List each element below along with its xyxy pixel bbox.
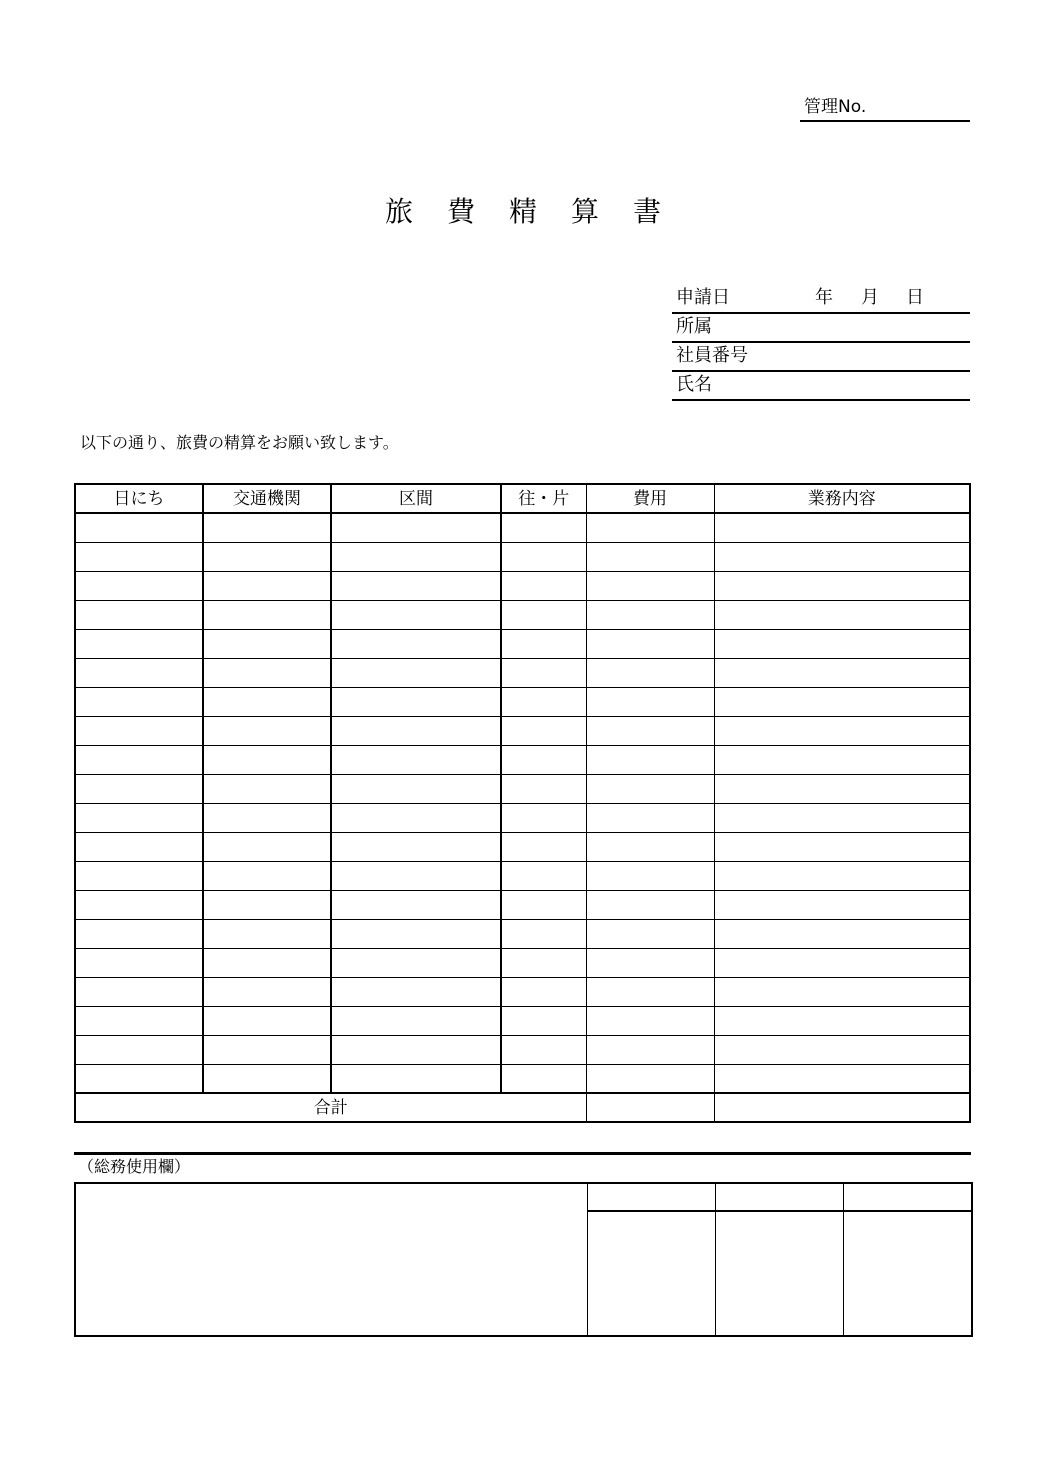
date-cell[interactable]	[75, 571, 203, 600]
table-row	[75, 542, 970, 571]
round-trip-cell[interactable]	[501, 1035, 586, 1064]
cost-cell[interactable]	[586, 1064, 714, 1093]
section-cell[interactable]	[331, 716, 501, 745]
cost-cell[interactable]	[586, 1006, 714, 1035]
transport-cell[interactable]	[203, 745, 331, 774]
transport-cell[interactable]	[203, 687, 331, 716]
section-cell[interactable]	[331, 890, 501, 919]
cost-cell[interactable]	[586, 861, 714, 890]
general-affairs-table	[74, 1182, 973, 1337]
intro-text: 以下の通り、旅費の精算をお願い致します。	[80, 433, 399, 452]
transport-cell[interactable]	[203, 571, 331, 600]
header-date: 日にち	[75, 484, 203, 513]
transport-cell[interactable]	[203, 1064, 331, 1093]
general-affairs-label: （総務使用欄）	[78, 1157, 191, 1176]
transport-cell[interactable]	[203, 803, 331, 832]
round-trip-cell[interactable]	[501, 716, 586, 745]
section-cell[interactable]	[331, 571, 501, 600]
business-cell[interactable]	[714, 948, 970, 977]
general-affairs-notes-cell[interactable]	[75, 1183, 587, 1336]
round-trip-cell[interactable]	[501, 571, 586, 600]
business-cell[interactable]	[714, 513, 970, 542]
date-cell[interactable]	[75, 1035, 203, 1064]
business-cell[interactable]	[714, 919, 970, 948]
cost-cell[interactable]	[586, 629, 714, 658]
section-cell[interactable]	[331, 803, 501, 832]
total-label: 合計	[75, 1093, 586, 1122]
date-cell[interactable]	[75, 861, 203, 890]
transport-cell[interactable]	[203, 832, 331, 861]
table-row	[75, 716, 970, 745]
date-cell[interactable]	[75, 687, 203, 716]
round-trip-cell[interactable]	[501, 745, 586, 774]
section-cell[interactable]	[331, 658, 501, 687]
section-cell[interactable]	[331, 629, 501, 658]
business-cell[interactable]	[714, 803, 970, 832]
application-date-label: 申請日	[676, 287, 730, 308]
header-section: 区間	[331, 484, 501, 513]
section-cell[interactable]	[331, 977, 501, 1006]
date-cell[interactable]	[75, 774, 203, 803]
date-cell[interactable]	[75, 542, 203, 571]
round-trip-cell[interactable]	[501, 629, 586, 658]
round-trip-cell[interactable]	[501, 890, 586, 919]
cost-cell[interactable]	[586, 513, 714, 542]
transport-cell[interactable]	[203, 861, 331, 890]
round-trip-cell[interactable]	[501, 774, 586, 803]
table-row	[75, 600, 970, 629]
section-cell[interactable]	[331, 687, 501, 716]
table-row	[75, 658, 970, 687]
employee-number-field[interactable]	[672, 343, 970, 372]
section-cell[interactable]	[331, 600, 501, 629]
table-row	[75, 774, 970, 803]
cost-cell[interactable]	[586, 542, 714, 571]
business-cell[interactable]	[714, 600, 970, 629]
day-label: 日	[906, 287, 924, 308]
section-cell[interactable]	[331, 542, 501, 571]
business-cell[interactable]	[714, 774, 970, 803]
transport-cell[interactable]	[203, 890, 331, 919]
table-row	[75, 687, 970, 716]
application-date-field[interactable]	[672, 285, 970, 314]
stamp-header-cell[interactable]	[843, 1183, 972, 1211]
transport-cell[interactable]	[203, 658, 331, 687]
year-label: 年	[815, 287, 833, 308]
transport-cell[interactable]	[203, 1006, 331, 1035]
transport-cell[interactable]	[203, 948, 331, 977]
date-cell[interactable]	[75, 600, 203, 629]
cost-cell[interactable]	[586, 803, 714, 832]
business-cell[interactable]	[714, 1064, 970, 1093]
stamp-cell[interactable]	[715, 1211, 843, 1336]
round-trip-cell[interactable]	[501, 948, 586, 977]
total-cost-cell[interactable]	[586, 1093, 714, 1122]
table-header-row	[75, 484, 970, 513]
stamp-header-cell[interactable]	[587, 1183, 715, 1211]
table-row	[75, 745, 970, 774]
table-row	[75, 948, 970, 977]
transport-cell[interactable]	[203, 629, 331, 658]
round-trip-cell[interactable]	[501, 687, 586, 716]
table-row	[75, 861, 970, 890]
transport-cell[interactable]	[203, 716, 331, 745]
date-cell[interactable]	[75, 803, 203, 832]
table-row	[75, 629, 970, 658]
transport-cell[interactable]	[203, 542, 331, 571]
cost-cell[interactable]	[586, 977, 714, 1006]
round-trip-cell[interactable]	[501, 919, 586, 948]
round-trip-cell[interactable]	[501, 600, 586, 629]
cost-cell[interactable]	[586, 890, 714, 919]
cost-cell[interactable]	[586, 687, 714, 716]
business-cell[interactable]	[714, 1035, 970, 1064]
round-trip-cell[interactable]	[501, 542, 586, 571]
name-field[interactable]	[672, 372, 970, 401]
table-row	[75, 513, 970, 542]
business-cell[interactable]	[714, 745, 970, 774]
business-cell[interactable]	[714, 716, 970, 745]
business-cell[interactable]	[714, 571, 970, 600]
transport-cell[interactable]	[203, 600, 331, 629]
title-char: 算	[571, 195, 600, 228]
table-row	[75, 832, 970, 861]
transport-cell[interactable]	[203, 1035, 331, 1064]
section-cell[interactable]	[331, 861, 501, 890]
cost-cell[interactable]	[586, 1035, 714, 1064]
round-trip-cell[interactable]	[501, 861, 586, 890]
title-char: 書	[633, 195, 662, 228]
section-cell[interactable]	[331, 919, 501, 948]
header-round-trip: 往・片	[501, 484, 586, 513]
transport-cell[interactable]	[203, 977, 331, 1006]
month-label: 月	[861, 287, 879, 308]
round-trip-cell[interactable]	[501, 803, 586, 832]
title-char: 旅	[384, 195, 413, 228]
management-number-label: 管理No.	[804, 97, 867, 117]
date-cell[interactable]	[75, 919, 203, 948]
cost-cell[interactable]	[586, 658, 714, 687]
cost-cell[interactable]	[586, 919, 714, 948]
round-trip-cell[interactable]	[501, 658, 586, 687]
table-row	[75, 919, 970, 948]
table-row	[75, 1035, 970, 1064]
section-cell[interactable]	[331, 513, 501, 542]
round-trip-cell[interactable]	[501, 1006, 586, 1035]
cost-cell[interactable]	[586, 832, 714, 861]
section-cell[interactable]	[331, 774, 501, 803]
section-cell[interactable]	[331, 832, 501, 861]
date-cell[interactable]	[75, 948, 203, 977]
date-cell[interactable]	[75, 513, 203, 542]
total-notes-cell[interactable]	[714, 1093, 970, 1122]
transport-cell[interactable]	[203, 774, 331, 803]
date-cell[interactable]	[75, 977, 203, 1006]
table-row	[75, 803, 970, 832]
stamp-header-cell[interactable]	[715, 1183, 843, 1211]
round-trip-cell[interactable]	[501, 832, 586, 861]
section-cell[interactable]	[331, 1035, 501, 1064]
business-cell[interactable]	[714, 629, 970, 658]
business-cell[interactable]	[714, 861, 970, 890]
employee-number-label: 社員番号	[676, 345, 748, 366]
date-cell[interactable]	[75, 1006, 203, 1035]
date-cell[interactable]	[75, 658, 203, 687]
section-cell[interactable]	[331, 948, 501, 977]
cost-cell[interactable]	[586, 716, 714, 745]
table-row	[75, 890, 970, 919]
header-transport: 交通機関	[203, 484, 331, 513]
business-cell[interactable]	[714, 542, 970, 571]
cost-cell[interactable]	[586, 571, 714, 600]
department-label: 所属	[676, 316, 712, 337]
table-row	[75, 1006, 970, 1035]
date-cell[interactable]	[75, 745, 203, 774]
date-cell[interactable]	[75, 1064, 203, 1093]
business-cell[interactable]	[714, 890, 970, 919]
date-cell[interactable]	[75, 629, 203, 658]
round-trip-cell[interactable]	[501, 977, 586, 1006]
cost-cell[interactable]	[586, 600, 714, 629]
date-cell[interactable]	[75, 890, 203, 919]
cost-cell[interactable]	[586, 745, 714, 774]
business-cell[interactable]	[714, 832, 970, 861]
section-cell[interactable]	[331, 745, 501, 774]
cost-cell[interactable]	[586, 774, 714, 803]
business-cell[interactable]	[714, 977, 970, 1006]
transport-cell[interactable]	[203, 513, 331, 542]
table-row	[75, 977, 970, 1006]
management-number-field[interactable]	[800, 96, 970, 122]
stamp-cell[interactable]	[843, 1211, 972, 1336]
business-cell[interactable]	[714, 658, 970, 687]
business-cell[interactable]	[714, 687, 970, 716]
stamp-cell[interactable]	[587, 1211, 715, 1336]
round-trip-cell[interactable]	[501, 513, 586, 542]
cost-cell[interactable]	[586, 948, 714, 977]
table-row	[75, 1064, 970, 1093]
date-cell[interactable]	[75, 832, 203, 861]
section-divider	[74, 1152, 971, 1155]
table-row	[75, 571, 970, 600]
header-business: 業務内容	[714, 484, 970, 513]
header-cost: 費用	[586, 484, 714, 513]
title-char: 精	[508, 195, 537, 228]
section-cell[interactable]	[331, 1006, 501, 1035]
title-char: 費	[446, 195, 475, 228]
business-cell[interactable]	[714, 1006, 970, 1035]
date-cell[interactable]	[75, 716, 203, 745]
round-trip-cell[interactable]	[501, 1064, 586, 1093]
document-title	[0, 192, 1046, 232]
transport-cell[interactable]	[203, 919, 331, 948]
total-row	[75, 1093, 970, 1122]
department-field[interactable]	[672, 314, 970, 343]
name-label: 氏名	[676, 374, 712, 395]
expense-table	[74, 483, 971, 1123]
section-cell[interactable]	[331, 1064, 501, 1093]
